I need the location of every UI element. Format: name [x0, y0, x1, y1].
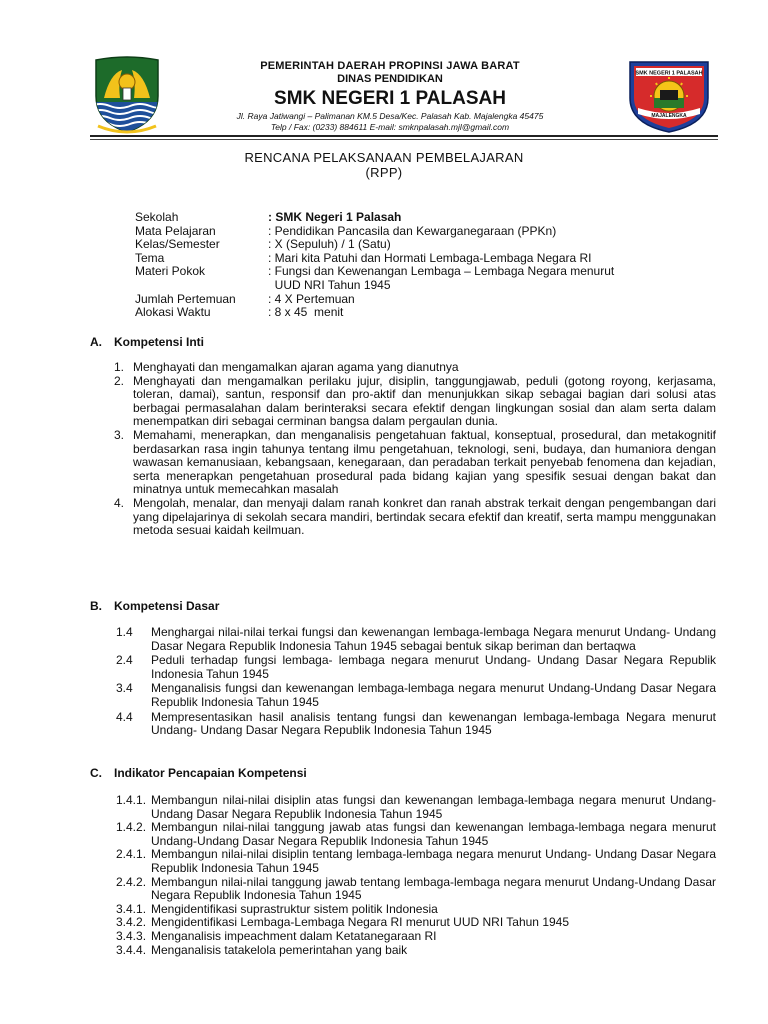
list-item: 3.4 Menganalisis fungsi dan kewenangan lembaga-lembaga negara menurut Undang-Undang Dasar Negara Republik Indonesia Tahun 1945 [116, 681, 716, 709]
list-item: 1.4.2. Membangun nilai-nilai tanggung jawab atas fungsi dan kewenangan lembaga-lembaga negara menurut Undang-Undang Dasar Negara Republik Indonesia Tahun 1945 [116, 820, 716, 848]
school-contact: Telp / Fax: (0233) 884611 E-mail: smknpalasah.mjl@gmail.com [270, 122, 510, 132]
identity-value: : 8 x 45 menit [268, 305, 344, 320]
list-item: 3. Memahami, menerapkan, dan menganalisis pengetahuan faktual, konseptual, prosedural, dan metakognitif berdasarkan rasa ingin tahunya tentang ilmu pengetahuan, teknologi, seni, budaya, dan humaniora dengan wawasan kemanusiaan, kebangsaan, kenegaraan, dan peradaban terkait penyebab fenomena dan kejadian, serta menerapkan pengetahuan prosedural pada bidang kajian yang spesifik sesuai dengan bakat dan minatnya untuk memecahkan masalah [114, 427, 716, 497]
school-emblem-icon [624, 58, 714, 134]
emblem-bottom-text: MAJALENGKA [651, 113, 687, 119]
identity-row [135, 279, 695, 293]
identity-label: Kelas/Semester [135, 237, 220, 252]
identity-table [135, 211, 695, 320]
letterhead-rule-thin [90, 139, 718, 140]
identity-row [135, 293, 695, 307]
identity-row [135, 265, 695, 279]
identity-row [135, 306, 695, 320]
title-line: RENCANA PELAKSANAAN PEMBELAJARAN [244, 150, 524, 165]
identity-value: : 4 X Pertemuan [268, 291, 355, 306]
list-item: 3.4.4. Menganalisis tatakelola pemerintahan yang baik [116, 942, 408, 957]
identity-label: Jumlah Pertemuan [135, 291, 236, 306]
list-item: 3.4.3. Menganalisis impeachment dalam Ketatanegaraan RI [116, 928, 437, 943]
identity-label: Mata Pelajaran [135, 223, 216, 238]
list-item: 4.4 Mempresentasikan hasil analisis tentang fungsi dan kewenangan lembaga-lembaga Negara menurut Undang- Undang Dasar Negara Republik Indonesia Tahun 1945 [116, 709, 716, 738]
list-item: 1.4 Menghargai nilai-nilai terkai fungsi dan kewenangan lembaga-lembaga Negara menurut Undang- Undang Dasar Negara Republik Indonesia Tahun 1945 sebagai bentuk sikap beriman dan bertaqwa [116, 625, 716, 653]
title-subtitle: (RPP) [365, 165, 403, 180]
document-title [0, 150, 768, 180]
identity-label: Alokasi Waktu [135, 305, 211, 320]
list-item: 1.4.1. Membangun nilai-nilai disiplin atas fungsi dan kewenangan lembaga-lembaga negara menurut Undang- Undang Dasar Negara Republik Indonesia Tahun 1945 [116, 793, 716, 821]
government-name: PEMERINTAH DAERAH PROPINSI JAWA BARAT [260, 60, 520, 72]
list-item: 3.4.1. Mengidentifikasi suprastruktur sistem politik Indonesia [116, 901, 438, 916]
list-item: 2. Menghayati dan mengamalkan perilaku jujur, disiplin, tanggungjawab, peduli (gotong royong, kerjasama, toleran, damai), santun, responsif dan pro-aktif dan menunjukkan sikap sebagai bagian dari solusi atas berbagai permasalahan dalam berinteraksi secara efektif dengan lingkungan sosial dan alam serta dalam menempatkan diri sebagai cerminan bangsa dalam pergaulan dunia. [114, 373, 716, 429]
identity-label [135, 279, 268, 293]
letterhead [180, 60, 600, 133]
identity-label: Sekolah [135, 210, 179, 224]
emblem-top-text: SMK NEGERI 1 PALASAH [635, 70, 703, 77]
kompetensi-inti-list [114, 361, 716, 538]
kompetensi-dasar-list [116, 626, 716, 739]
list-item: 2.4.1. Membangun nilai-nilai disiplin tentang lembaga-lembaga negara menurut Undang- Undang Dasar Negara Republik Indonesia Tahun 1945 [116, 847, 716, 875]
jawa-barat-emblem-icon [90, 56, 164, 134]
list-item: 1. Menghayati dan mengamalkan ajaran agama yang dianutnya [114, 360, 459, 374]
identity-row [135, 238, 695, 252]
identity-value: : X (Sepuluh) / 1 (Satu) [268, 237, 391, 252]
school-address: Jl. Raya Jatiwangi – Palimanan KM.5 Desa/Kec. Palasah Kab. Majalengka 45475 [236, 111, 544, 121]
list-item: 3.4.2. Mengidentifikasi Lembaga-Lembaga Negara RI menurut UUD NRI Tahun 1945 [116, 915, 570, 930]
identity-value: : SMK Negeri 1 Palasah [268, 210, 402, 224]
identity-value: : Pendidikan Pancasila dan Kewarganegaraan (PPKn) [268, 223, 557, 238]
department-name: DINAS PENDIDIKAN [337, 73, 443, 85]
indikator-list [116, 794, 716, 957]
list-item: 4. Mengolah, menalar, dan menyaji dalam ranah konkret dan ranah abstrak terkait dengan pengembangan dari yang dipelajarinya di sekolah secara mandiri, bertindak secara efektif dan kreatif, serta mampu menggunakan metoda sesuai kaidah keilmuan. [114, 495, 716, 538]
school-name: SMK NEGERI 1 PALASAH [274, 88, 506, 109]
section-heading-kompetensi-inti: A. Kompetensi Inti [90, 335, 205, 349]
section-heading-kompetensi-dasar: B. Kompetensi Dasar [90, 599, 220, 613]
identity-row [135, 225, 695, 239]
list-item: 2.4 Peduli terhadap fungsi lembaga- lembaga negara menurut Undang- Undang Dasar Negara Republik Indonesia Tahun 1945 [116, 653, 716, 681]
section-heading-indikator: C. Indikator Pencapaian Kompetensi [90, 766, 307, 780]
identity-label: Tema [135, 250, 165, 265]
identity-row [135, 252, 695, 266]
letterhead-rule-thick [90, 135, 718, 137]
identity-row [135, 211, 695, 225]
identity-value: : Mari kita Patuhi dan Hormati Lembaga-Lembaga Negara RI [268, 250, 592, 265]
list-item: 2.4.2. Membangun nilai-nilai tanggung jawab tentang lembaga-lembaga negara menurut Undang-Undang Dasar Negara Republik Indonesia Tahun 1945 [116, 874, 716, 903]
identity-value: : Fungsi dan Kewenangan Lembaga – Lembaga Negara menurut [268, 264, 615, 279]
identity-label: Materi Pokok [135, 264, 206, 279]
identity-value: UUD NRI Tahun 1945 [268, 277, 391, 292]
